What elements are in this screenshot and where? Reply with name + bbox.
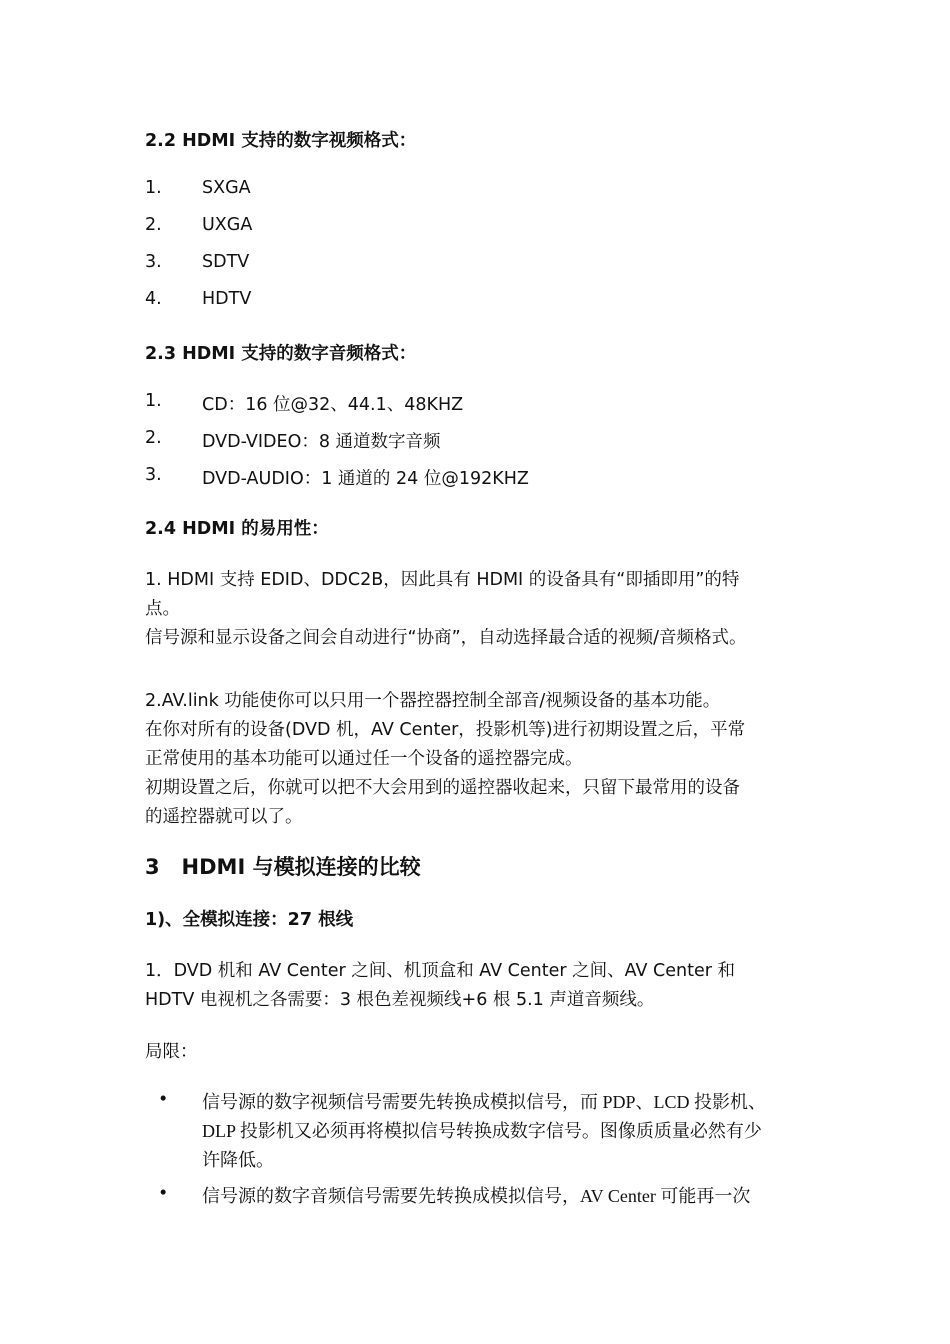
list-number: 3.: [145, 252, 162, 272]
list-number: 2.: [145, 428, 162, 448]
bullet-icon: •: [158, 1184, 169, 1204]
list-text: CD：16 位@32、44.1、48KHZ: [202, 395, 464, 415]
list-number: 3.: [145, 465, 162, 485]
section-3-heading: 3 HDMI 与模拟连接的比较: [145, 855, 421, 879]
text-line: DLP 投影机又必须再将模拟信号转换成数字信号。图像质质量必然有少: [202, 1121, 762, 1141]
text-line: HDTV 电视机之各需要：3 根色差视频线+6 根 5.1 声道音频线。: [145, 990, 655, 1010]
text-line: 信号源的数字视频信号需要先转换成模拟信号，而 PDP、LCD 投影机、: [202, 1092, 767, 1112]
list-number: 1.: [145, 178, 162, 198]
usability-paragraph-1: [145, 566, 825, 653]
section-2-2-heading: 2.2 HDMI 支持的数字视频格式：: [145, 131, 417, 151]
text-line: 点。: [145, 599, 180, 619]
analog-connection-paragraph: [145, 957, 825, 1015]
list-text: SDTV: [202, 252, 250, 272]
list-number: 4.: [145, 289, 162, 309]
list-text: DVD-AUDIO：1 通道的 24 位@192KHZ: [202, 469, 529, 489]
limitations-label: 局限：: [145, 1042, 198, 1062]
section-3-subheading: 1)、全模拟连接：27 根线: [145, 910, 354, 930]
bullet-text: [202, 1088, 766, 1175]
text-line: 正常使用的基本功能可以通过任一个设备的遥控器完成。: [145, 749, 583, 769]
list-number: 2.: [145, 215, 162, 235]
text-line: 1. HDMI 支持 EDID、DDC2B，因此具有 HDMI 的设备具有“即插即用”的特: [145, 570, 740, 590]
list-number: 1.: [145, 391, 162, 411]
text-line: 初期设置之后，你就可以把不大会用到的遥控器收起来，只留下最常用的设备: [145, 778, 740, 798]
text-line: 许降低。: [202, 1150, 274, 1170]
bullet-text: [202, 1182, 750, 1211]
text-line: 信号源和显示设备之间会自动进行“协商”，自动选择最合适的视频/音频格式。: [145, 628, 747, 648]
text-line: 2.AV.link 功能使你可以只用一个器控器控制全部音/视频设备的基本功能。: [145, 691, 721, 711]
usability-paragraph-2: [145, 687, 825, 832]
list-text: DVD-VIDEO：8 通道数字音频: [202, 432, 441, 452]
list-text: HDTV: [202, 289, 252, 309]
text-line: 在你对所有的设备(DVD 机，AV Center，投影机等)进行初期设置之后，平常: [145, 720, 746, 740]
text-line: 1．DVD 机和 AV Center 之间、机顶盒和 AV Center 之间、AV Center 和: [145, 961, 735, 981]
text-line: 的遥控器就可以了。: [145, 807, 303, 827]
list-text: SXGA: [202, 178, 251, 198]
list-text: UXGA: [202, 215, 253, 235]
section-2-3-heading: 2.3 HDMI 支持的数字音频格式：: [145, 344, 417, 364]
text-line: 信号源的数字音频信号需要先转换成模拟信号，AV Center 可能再一次: [202, 1186, 751, 1206]
bullet-icon: •: [158, 1090, 169, 1110]
section-2-4-heading: 2.4 HDMI 的易用性：: [145, 519, 329, 539]
